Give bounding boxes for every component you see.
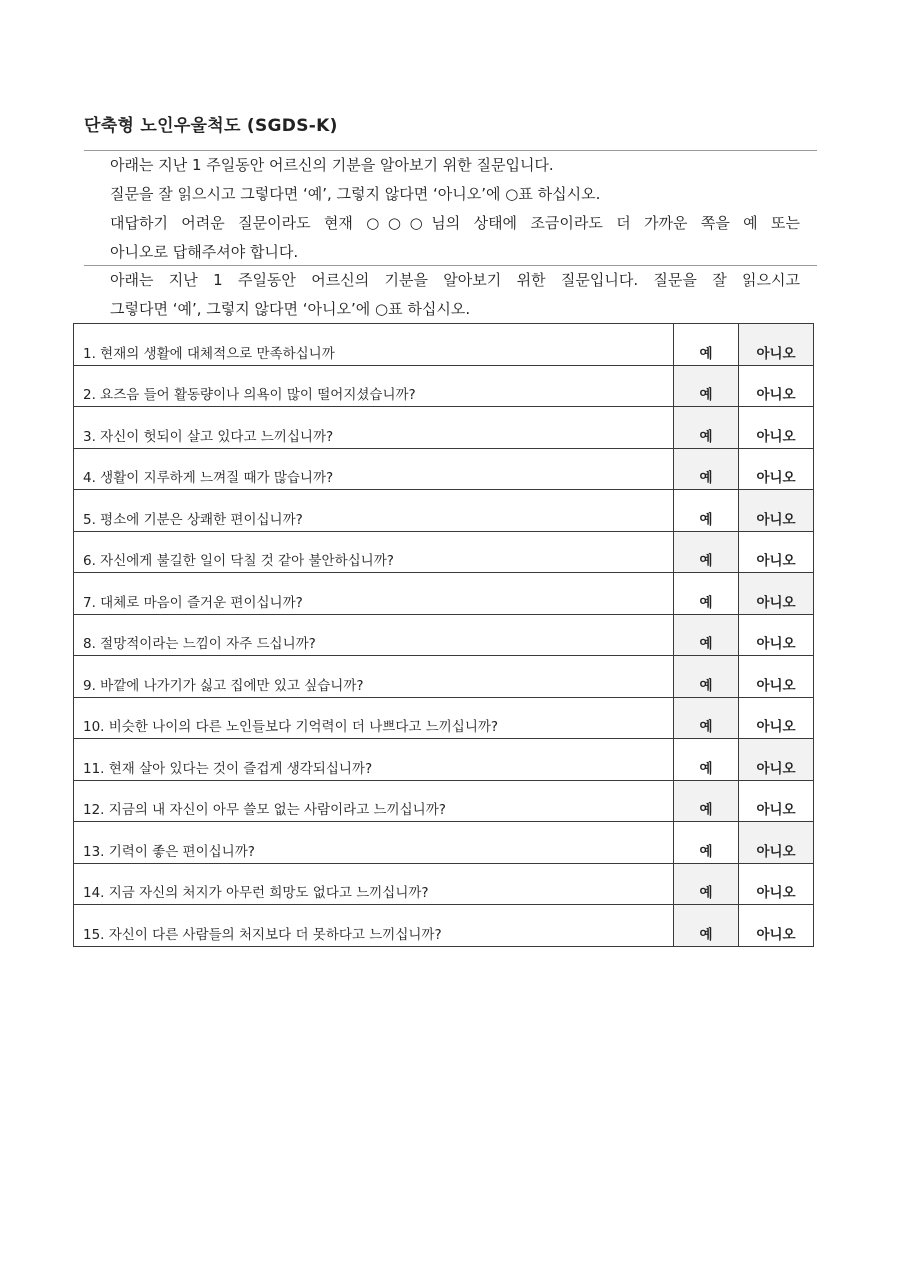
answer-no-cell[interactable]: 아니오 bbox=[739, 863, 814, 905]
question-row bbox=[74, 531, 814, 573]
question-row bbox=[74, 822, 814, 864]
question-text: 1. 현재의 생활에 대체적으로 만족하십니까 bbox=[74, 324, 674, 366]
answer-yes-cell[interactable]: 예 bbox=[674, 739, 739, 781]
question-row bbox=[74, 614, 814, 656]
answer-yes-cell[interactable]: 예 bbox=[674, 656, 739, 698]
answer-no-cell[interactable]: 아니오 bbox=[739, 780, 814, 822]
questionnaire-table bbox=[73, 323, 814, 947]
question-text: 8. 절망적이라는 느낌이 자주 드십니까? bbox=[74, 614, 674, 656]
question-row bbox=[74, 490, 814, 532]
question-text: 9. 바깥에 나가기가 싫고 집에만 있고 싶습니까? bbox=[74, 656, 674, 698]
instruction-line: 그렇다면 ‘예’, 그렇지 않다면 ‘아니오’에 ○표 하십시오. bbox=[110, 300, 471, 318]
question-text: 6. 자신에게 불길한 일이 닥칠 것 같아 불안하십니까? bbox=[74, 531, 674, 573]
question-text: 13. 기력이 좋은 편이십니까? bbox=[74, 822, 674, 864]
question-row bbox=[74, 573, 814, 615]
question-row bbox=[74, 739, 814, 781]
answer-no-cell[interactable]: 아니오 bbox=[739, 614, 814, 656]
answer-no-cell[interactable]: 아니오 bbox=[739, 822, 814, 864]
answer-no-cell[interactable]: 아니오 bbox=[739, 697, 814, 739]
answer-yes-cell[interactable]: 예 bbox=[674, 697, 739, 739]
page-title: 단축형 노인우울척도 (SGDS-K) bbox=[84, 116, 338, 136]
question-row bbox=[74, 905, 814, 947]
question-row bbox=[74, 656, 814, 698]
instructions-block-1 bbox=[110, 151, 800, 267]
answer-yes-cell[interactable]: 예 bbox=[674, 490, 739, 532]
question-text: 15. 자신이 다른 사람들의 처지보다 더 못하다고 느끼십니까? bbox=[74, 905, 674, 947]
question-text: 7. 대체로 마음이 즐거운 편이십니까? bbox=[74, 573, 674, 615]
answer-yes-cell[interactable]: 예 bbox=[674, 573, 739, 615]
question-row bbox=[74, 863, 814, 905]
instruction-line: 대답하기 어려운 질문이라도 현재 ○○○님의 상태에 조금이라도 더 가까운 쪽을 예 또는 bbox=[110, 214, 800, 232]
answer-no-cell[interactable]: 아니오 bbox=[739, 739, 814, 781]
answer-yes-cell[interactable]: 예 bbox=[674, 863, 739, 905]
instructions-block-2 bbox=[110, 266, 800, 324]
question-text: 4. 생활이 지루하게 느껴질 때가 많습니까? bbox=[74, 448, 674, 490]
answer-no-cell[interactable]: 아니오 bbox=[739, 490, 814, 532]
instruction-line: 아니오로 답해주셔야 합니다. bbox=[110, 243, 299, 261]
answer-yes-cell[interactable]: 예 bbox=[674, 531, 739, 573]
instruction-line: 아래는 지난 1 주일동안 어르신의 기분을 알아보기 위한 질문입니다. bbox=[110, 156, 554, 174]
instruction-line: 질문을 잘 읽으시고 그렇다면 ‘예’, 그렇지 않다면 ‘아니오’에 ○표 하십시오. bbox=[110, 185, 601, 203]
answer-no-cell[interactable]: 아니오 bbox=[739, 573, 814, 615]
answer-yes-cell[interactable]: 예 bbox=[674, 448, 739, 490]
answer-no-cell[interactable]: 아니오 bbox=[739, 324, 814, 366]
answer-no-cell[interactable]: 아니오 bbox=[739, 407, 814, 449]
question-row bbox=[74, 697, 814, 739]
question-text: 3. 자신이 헛되이 살고 있다고 느끼십니까? bbox=[74, 407, 674, 449]
instruction-line: 아래는 지난 1 주일동안 어르신의 기분을 알아보기 위한 질문입니다. 질문을 잘 읽으시고 bbox=[110, 271, 800, 289]
answer-yes-cell[interactable]: 예 bbox=[674, 324, 739, 366]
question-text: 2. 요즈음 들어 활동량이나 의욕이 많이 떨어지셨습니까? bbox=[74, 365, 674, 407]
answer-yes-cell[interactable]: 예 bbox=[674, 905, 739, 947]
answer-no-cell[interactable]: 아니오 bbox=[739, 531, 814, 573]
answer-no-cell[interactable]: 아니오 bbox=[739, 656, 814, 698]
answer-no-cell[interactable]: 아니오 bbox=[739, 365, 814, 407]
answer-yes-cell[interactable]: 예 bbox=[674, 365, 739, 407]
answer-yes-cell[interactable]: 예 bbox=[674, 822, 739, 864]
question-row bbox=[74, 780, 814, 822]
question-text: 11. 현재 살아 있다는 것이 즐겁게 생각되십니까? bbox=[74, 739, 674, 781]
question-row bbox=[74, 407, 814, 449]
answer-no-cell[interactable]: 아니오 bbox=[739, 905, 814, 947]
answer-yes-cell[interactable]: 예 bbox=[674, 407, 739, 449]
answer-no-cell[interactable]: 아니오 bbox=[739, 448, 814, 490]
answer-yes-cell[interactable]: 예 bbox=[674, 614, 739, 656]
question-text: 14. 지금 자신의 처지가 아무런 희망도 없다고 느끼십니까? bbox=[74, 863, 674, 905]
question-row bbox=[74, 448, 814, 490]
question-text: 12. 지금의 내 자신이 아무 쓸모 없는 사람이라고 느끼십니까? bbox=[74, 780, 674, 822]
question-text: 5. 평소에 기분은 상쾌한 편이십니까? bbox=[74, 490, 674, 532]
question-text: 10. 비슷한 나이의 다른 노인들보다 기억력이 더 나쁘다고 느끼십니까? bbox=[74, 697, 674, 739]
question-row bbox=[74, 365, 814, 407]
question-row bbox=[74, 324, 814, 366]
answer-yes-cell[interactable]: 예 bbox=[674, 780, 739, 822]
